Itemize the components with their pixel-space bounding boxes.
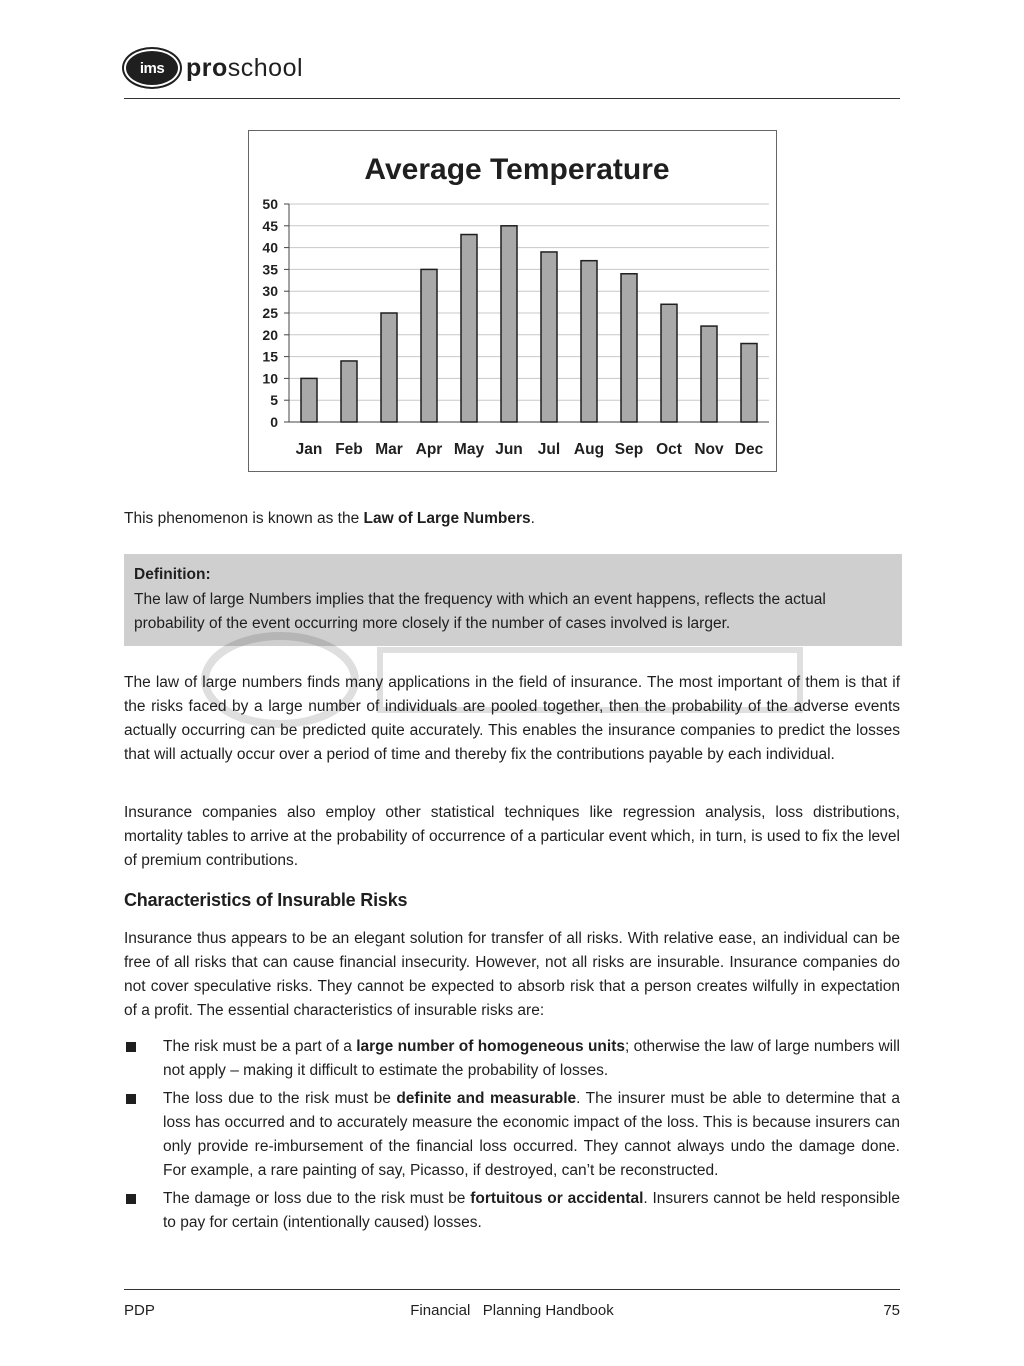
paragraph-insurance-intro: Insurance thus appears to be an elegant solution for transfer of all risks. With relative ease, an individual can be free of all risks that can cause financial insecurity. However, not all risks are insurable. Insurance companies do not cover speculative risks. They cannot be expected to absorb risk that a person creates wilfully in expectation of a profit. The essential characteristics of insurable risks are: bbox=[124, 930, 900, 1019]
y-tick-label: 10 bbox=[262, 370, 278, 387]
x-tick-label: Nov bbox=[694, 441, 724, 458]
section-heading: Characteristics of Insurable Risks bbox=[124, 890, 408, 910]
bullet-bold: large number of homogeneous units bbox=[356, 1038, 625, 1055]
bar-jun bbox=[501, 226, 517, 422]
x-tick-label: Jul bbox=[537, 441, 561, 458]
logo-text bbox=[186, 54, 303, 83]
definition-box bbox=[124, 554, 902, 646]
logo-text-bold: pro bbox=[186, 53, 228, 82]
bar-may bbox=[461, 235, 477, 422]
bar-sep bbox=[621, 274, 637, 422]
square-bullet-icon bbox=[126, 1094, 136, 1104]
bar-nov bbox=[701, 326, 717, 422]
x-tick-label: Jan bbox=[295, 441, 323, 458]
x-tick-label: Dec bbox=[734, 441, 764, 458]
footer-left: PDP bbox=[124, 1302, 155, 1319]
list-item-text bbox=[163, 1035, 900, 1083]
chart-title: Average Temperature bbox=[364, 153, 670, 186]
intro-paragraph bbox=[124, 507, 900, 531]
logo-badge: ims bbox=[124, 49, 180, 87]
bar-oct bbox=[661, 304, 677, 422]
y-tick-label: 30 bbox=[262, 283, 278, 300]
x-tick-label: Aug bbox=[573, 441, 605, 458]
intro-bold: Law of Large Numbers bbox=[363, 510, 531, 527]
x-tick-label: Apr bbox=[415, 441, 443, 458]
list-item-text bbox=[163, 1187, 900, 1235]
x-tick-label: Feb bbox=[335, 441, 363, 458]
bullet-prefix: The damage or loss due to the risk must be bbox=[163, 1190, 471, 1207]
page-footer bbox=[124, 1289, 900, 1330]
y-tick-label: 5 bbox=[270, 392, 278, 409]
page-number: 75 bbox=[883, 1302, 900, 1319]
y-tick-label: 50 bbox=[262, 196, 278, 212]
temperature-chart bbox=[248, 130, 777, 472]
x-tick-label: Oct bbox=[656, 441, 682, 458]
square-bullet-icon bbox=[126, 1194, 136, 1204]
logo-text-light: school bbox=[227, 53, 304, 82]
bar-jan bbox=[301, 378, 317, 422]
intro-suffix: . bbox=[530, 510, 535, 527]
footer-title: Financial Planning Handbook bbox=[410, 1302, 614, 1319]
y-tick-label: 20 bbox=[262, 326, 278, 343]
bullet-prefix: The risk must be a part of a bbox=[163, 1038, 357, 1055]
y-tick-label: 40 bbox=[262, 239, 278, 256]
bullet-suffix: . The insurer must be able to determine that a loss has occurred and to accurately measure the economic impact of the loss. This is because insurers can only provide re-imbursement of the financial loss occurred. They cannot always undo the damage done. For example, a rare painting of say, Picasso, if destroyed, can’t be reconstructed. bbox=[163, 1090, 900, 1179]
bullet-prefix: The loss due to the risk must be bbox=[163, 1090, 397, 1107]
bar-mar bbox=[381, 313, 397, 422]
bullet-bold: definite and measurable bbox=[396, 1090, 577, 1107]
y-tick-label: 15 bbox=[262, 348, 278, 365]
x-tick-label: May bbox=[453, 441, 485, 458]
ims-proschool-logo bbox=[124, 49, 303, 87]
bullet-suffix: ; otherwise the law of large numbers will not apply – making it difficult to estimate the probability of losses. bbox=[163, 1038, 900, 1079]
bar-jul bbox=[541, 252, 557, 422]
bar-apr bbox=[421, 269, 437, 422]
bar-aug bbox=[581, 261, 597, 422]
y-tick-label: 45 bbox=[262, 217, 278, 234]
definition-title: Definition: bbox=[134, 566, 211, 583]
x-tick-label: Mar bbox=[375, 441, 403, 458]
y-tick-label: 0 bbox=[270, 414, 278, 430]
bullet-bold: fortuitous or accidental bbox=[470, 1190, 644, 1207]
bar-dec bbox=[741, 344, 757, 422]
x-tick-label: Sep bbox=[614, 441, 644, 458]
definition-text: The law of large Numbers implies that the frequency with which an event happens, reflects the actual probability of the event occurring more closely if the number of cases involved is larger. bbox=[134, 591, 826, 632]
x-tick-label: Jun bbox=[495, 441, 523, 458]
paragraph-statistical-techniques: Insurance companies also employ other statistical techniques like regression analysis, loss distributions, mortality tables to arrive at the probability of occurrence of a particular event which, in turn, is used to fix the level of premium contributions. bbox=[124, 804, 900, 869]
intro-prefix: This phenomenon is known as the bbox=[124, 510, 364, 527]
y-tick-label: 35 bbox=[262, 261, 278, 278]
page-header bbox=[124, 46, 900, 99]
paragraph-law-applications: The law of large numbers finds many applications in the field of insurance. The most important of them is that if the risks faced by a large number of individuals are pooled together, then the probability of the adverse events actually occurring can be predicted quite accurately. This enables the insurance companies to predict the losses that will actually occur over a period of time and thereby fix the contributions payable by each individual. bbox=[124, 674, 900, 763]
chart-svg bbox=[249, 131, 776, 471]
y-tick-label: 25 bbox=[262, 305, 278, 321]
list-item-text bbox=[163, 1087, 900, 1183]
square-bullet-icon bbox=[126, 1042, 136, 1052]
bar-feb bbox=[341, 361, 357, 422]
bullet-suffix: . Insurers cannot be held responsible to pay for certain (intentionally caused) losses. bbox=[163, 1190, 900, 1231]
